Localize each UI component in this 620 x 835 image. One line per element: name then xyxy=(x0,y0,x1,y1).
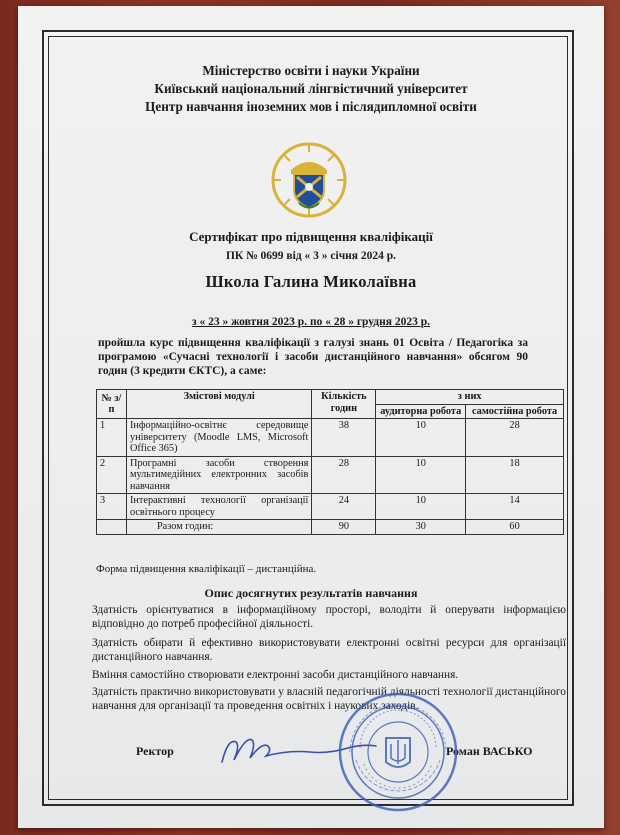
total-auditory: 30 xyxy=(376,520,466,535)
row-module: Інтерактивні технології організації освітнього процесу xyxy=(126,494,311,520)
center-heading: Центр навчання іноземних мов і післядипломної освіти xyxy=(145,99,477,114)
university-heading: Київський національний лінгвістичний університет xyxy=(154,81,468,96)
row-module: Інформаційно-освітнє середовище університету (Moodle LMS, Microsoft Office 365) xyxy=(126,419,311,457)
row-self: 14 xyxy=(466,494,564,520)
result-item: Здатність обирати й ефективно використовувати електронні освітні ресурси для організації дистанційного навчання. xyxy=(92,637,566,663)
table-row xyxy=(97,456,564,494)
row-auditory: 10 xyxy=(376,494,466,520)
result-item: Здатність орієнтуватися в інформаційному просторі, володіти й оперувати інформацією відповідно до потреб професійної діяльності. xyxy=(92,604,566,630)
col-header-hours: Кількість годин xyxy=(312,390,376,419)
certificate-sheet xyxy=(18,6,604,828)
col-header-auditory: аудиторна робота xyxy=(376,404,466,419)
row-self: 28 xyxy=(466,419,564,457)
row-auditory: 10 xyxy=(376,419,466,457)
certificate-title: Сертифікат про підвищення кваліфікації xyxy=(189,229,433,244)
row-hours: 38 xyxy=(312,419,376,457)
official-stamp-icon xyxy=(336,690,460,814)
table-total-row xyxy=(97,520,564,535)
table-row xyxy=(97,419,564,457)
row-module: Програмні засоби створення мультимедійних електронних засобів навчання xyxy=(126,456,311,494)
course-description: пройшла курс підвищення кваліфікації з галузі знань 01 Освіта / Педагогіка за програмою «Сучасні технології і засоби дистанційного навчання» обсягом 90 годин (3 кредити ЄКТС), а саме: xyxy=(98,337,528,377)
holder-name: Школа Галина Миколаївна xyxy=(205,272,417,291)
col-header-module: Змістові модулі xyxy=(126,390,311,419)
certificate-number: ПК № 0699 від « 3 » січня 2024 р. xyxy=(225,250,397,262)
study-form: Форма підвищення кваліфікації – дистанційна. xyxy=(96,563,317,575)
row-auditory: 10 xyxy=(376,456,466,494)
university-emblem-icon xyxy=(269,140,349,220)
results-title: Опис досягнутих результатів навчання xyxy=(204,586,418,600)
row-hours: 24 xyxy=(312,494,376,520)
total-hours: 90 xyxy=(312,520,376,535)
modules-table xyxy=(96,389,564,535)
row-number: 3 xyxy=(97,494,127,520)
col-header-of-them: з них xyxy=(376,390,564,405)
signer-role: Ректор xyxy=(136,744,174,758)
signer-name: Роман ВАСЬКО xyxy=(446,744,533,758)
row-hours: 28 xyxy=(312,456,376,494)
row-number: 1 xyxy=(97,419,127,457)
row-self: 18 xyxy=(466,456,564,494)
result-item: Здатність практично використовувати у власній педагогічній діяльності технології дистанційного навчання для організації та проведення освітніх і наукових заходів. xyxy=(92,686,566,712)
total-label: Разом годин: xyxy=(126,520,311,535)
col-header-number: № з/п xyxy=(97,390,127,419)
total-self: 60 xyxy=(466,520,564,535)
result-item: Вміння самостійно створювати електронні засоби дистанційного навчання. xyxy=(92,669,459,681)
table-row xyxy=(97,494,564,520)
col-header-self: самостійна робота xyxy=(466,404,564,419)
row-number: 2 xyxy=(97,456,127,494)
study-period: з « 23 » жовтня 2023 р. по « 28 » грудня 2023 р. xyxy=(191,316,430,328)
ministry-heading: Міністерство освіти і науки України xyxy=(202,63,420,78)
